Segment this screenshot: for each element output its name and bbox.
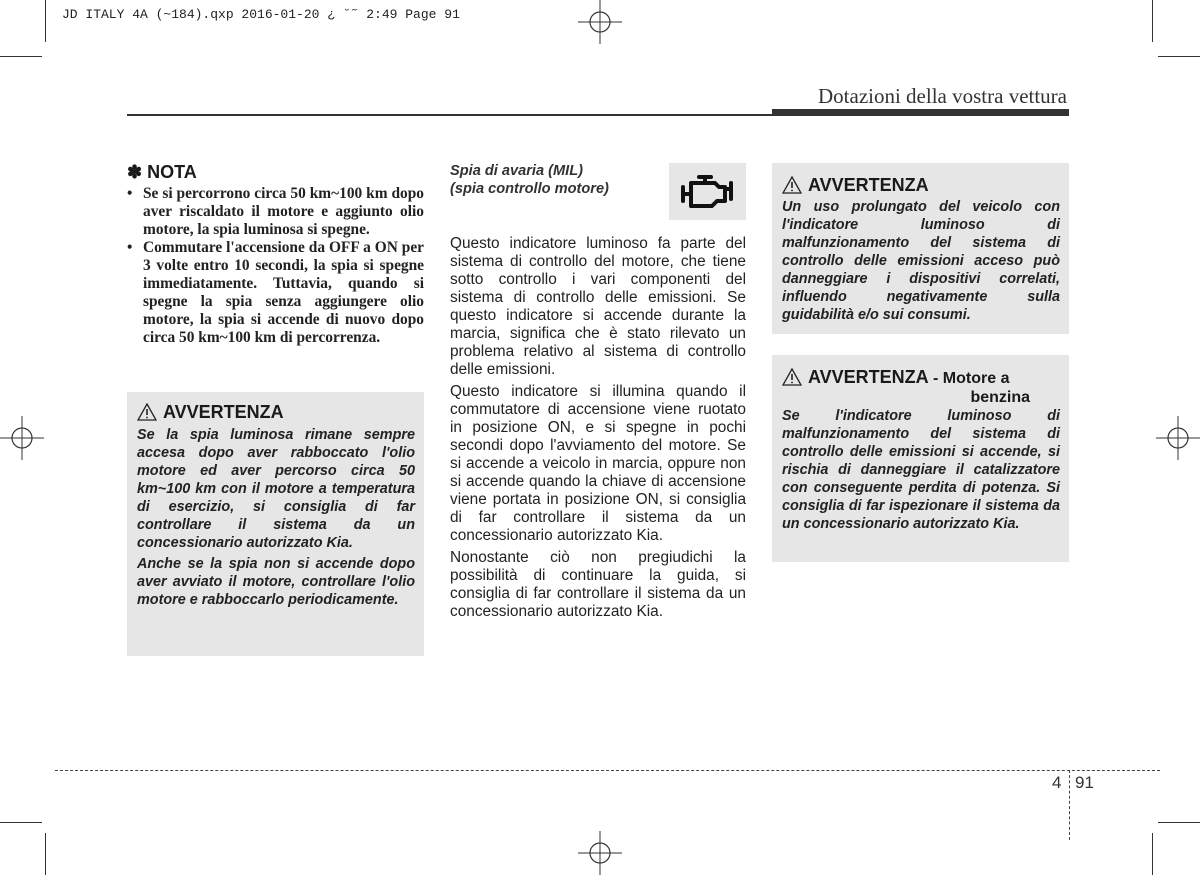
warning-text: Se la spia luminosa rimane sempre accesa dopo aver rabboccato l'olio motore ed aver percorso circa 50 km~100 km con il motore a temperatura di esercizio, si consiglia di far controllare il sistema da un concessionario autorizzato Kia. xyxy=(137,427,415,551)
mil-description xyxy=(450,235,746,625)
crop-mark xyxy=(1152,833,1153,875)
mil-title xyxy=(450,162,660,198)
warning-triangle-icon xyxy=(137,403,157,421)
section-title: Dotazioni della vostra vettura xyxy=(818,84,1067,108)
warning-subtitle: - Motore a xyxy=(933,370,1010,387)
warning-box-left xyxy=(127,392,424,656)
mil-paragraph: Questo indicatore luminoso fa parte del sistema di controllo del motore, che tiene sotto controllo i vari componenti del sistema di controllo delle emissioni. Se questo indicatore si accende durante la marcia, significa che è stato rilevato un problema relativo al sistema di controllo delle emissioni. xyxy=(450,235,746,378)
warning-heading xyxy=(782,175,1060,196)
mil-paragraph: Questo indicatore si illumina quando il commutatore di accensione viene ruotato in posizione ON, e si spegne in pochi secondi dopo l'avviamento del motore. Se si accende a veicolo in marcia, oppure non si accende quando la chiave di accensione viene portata in posizione ON, si consiglia di far controllare il sistema da un concessionario autorizzato Kia. xyxy=(450,383,746,544)
header-rule xyxy=(127,114,772,116)
crop-mark xyxy=(0,56,42,57)
mil-icon-box xyxy=(669,163,746,220)
mil-paragraph: Nonostante ciò non pregiudichi la possibilità di continuare la guida, si consiglia di far controllare il sistema da un concessionario autorizzato Kia. xyxy=(450,549,746,620)
print-file-meta: JD ITALY 4A (~184).qxp 2016-01-20 ¿ ˘˜ 2:49 Page 91 xyxy=(62,7,460,22)
warning-heading xyxy=(782,367,1060,407)
warning-heading-text xyxy=(808,367,1060,407)
warning-title: AVVERTENZA xyxy=(808,367,929,387)
crop-mark xyxy=(0,822,42,823)
registration-mark-top xyxy=(578,0,622,44)
mil-subtitle-line: (spia controllo motore) xyxy=(450,181,609,197)
nota-list xyxy=(127,185,424,347)
crop-mark xyxy=(1158,822,1200,823)
warning-triangle-icon xyxy=(782,176,802,194)
warning-triangle-icon xyxy=(782,368,802,386)
crop-mark xyxy=(45,0,46,42)
registration-mark-left xyxy=(0,416,44,460)
warning-text: Anche se la spia non si accende dopo aver avviato il motore, controllare l'olio motore e rabboccarlo periodicamente. xyxy=(137,556,415,608)
warning-box-right-2 xyxy=(772,355,1069,562)
nota-item: • Commutare l'accensione da OFF a ON per 3 volte entro 10 secondi, la spia si spegne immediatamente. Tuttavia, quando si spegne la spia senza aggiungere olio motore, la spia si accende di nuovo dopo circa 50 km~100 km di percorrenza. xyxy=(127,239,424,347)
warning-text: Se l'indicatore luminoso di malfunzionamento del sistema di controllo delle emissioni si accende, si rischia di danneggiare il catalizzatore con conseguente perdita di potenza. Si consiglia di far ispezionare il sistema da un concessionario autorizzato Kia. xyxy=(782,408,1060,532)
footer-divider xyxy=(1069,770,1070,840)
warning-box-right-1 xyxy=(772,163,1069,334)
registration-mark-right xyxy=(1156,416,1200,460)
nota-title: ✽ NOTA xyxy=(127,162,197,182)
nota-item: • Se si percorrono circa 50 km~100 km dopo aver riscaldato il motore e aggiunto olio motore, la spia luminosa si spegne. xyxy=(127,185,424,239)
mil-title-line: Spia di avaria (MIL) xyxy=(450,163,583,179)
header-rule-thick xyxy=(772,109,1069,116)
registration-mark-bottom xyxy=(578,831,622,875)
chapter-number: 4 xyxy=(1052,773,1062,792)
warning-title: AVVERTENZA xyxy=(163,402,284,422)
warning-title: AVVERTENZA xyxy=(808,175,929,195)
crop-mark xyxy=(1158,56,1200,57)
check-engine-icon xyxy=(677,173,739,211)
crop-mark xyxy=(45,833,46,875)
warning-heading xyxy=(137,402,415,423)
footer-rule xyxy=(55,770,1160,771)
warning-text: Un uso prolungato del veicolo con l'indicatore luminoso di malfunzionamento del sistema di controllo delle emissioni acceso può danneggiare i dispositivi correlati, influendo negativamente sulla guidabilità e/o sui consumi. xyxy=(782,199,1060,323)
warning-subtitle-line: benzina xyxy=(970,389,1030,406)
page-number: 91 xyxy=(1075,773,1094,792)
crop-mark xyxy=(1152,0,1153,42)
